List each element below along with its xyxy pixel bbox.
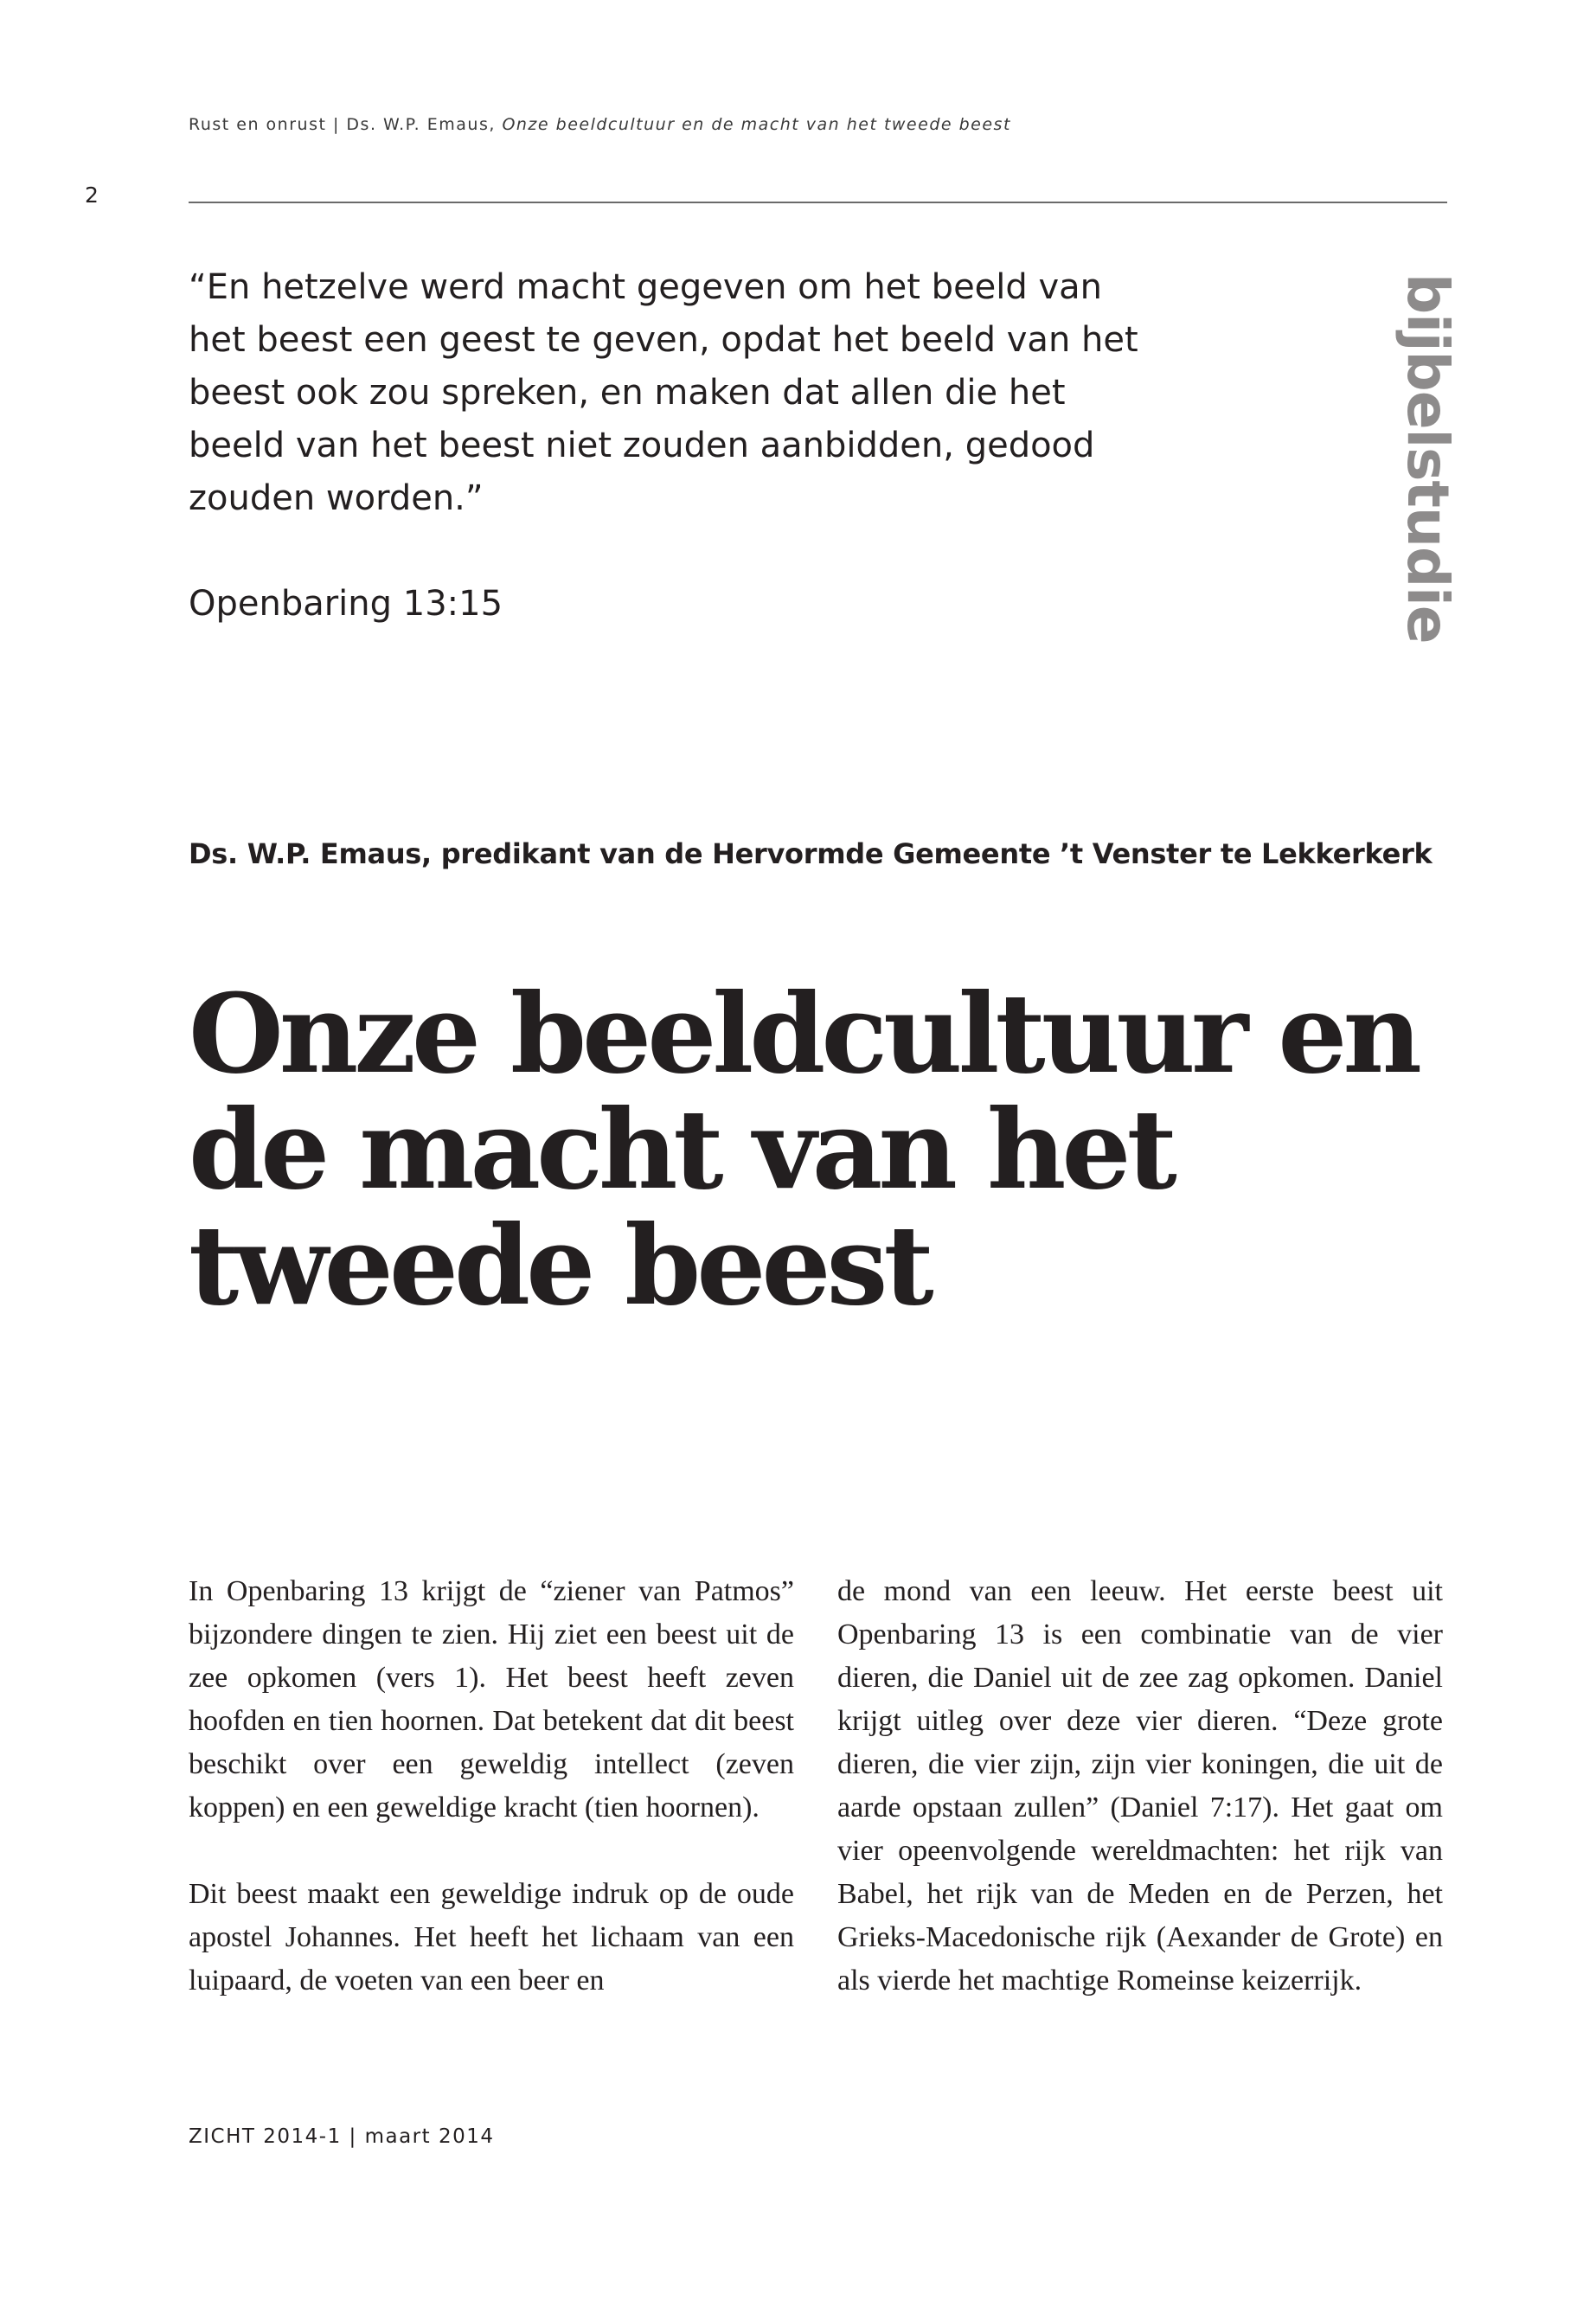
page-number: 2: [85, 183, 99, 208]
body-paragraph: de mond van een leeuw. Het eerste beest uit Openbaring 13 is een combinatie van de vier dieren, die Daniel uit de zee zag opkomen. Daniel krijgt uitleg over deze vier dieren. “Deze grote dieren, die vier zijn, zijn vier koningen, die uit de aarde opstaan zullen” (Daniel 7:17). Het gaat om vier opeenvolgende wereldmachten: het rijk van Babel, het rijk van de Meden en de Perzen, het Grieks-Macedonische rijk (Aexander de Grote) en als vierde het machtige Romeinse keizerrijk.: [837, 1575, 1443, 1997]
running-head-author: Ds. W.P. Emaus,: [346, 115, 496, 134]
epigraph-quote: “En hetzelve werd macht gegeven om het beeld van het beest een geest te geven, opdat het beeld van het beest ook zou spreken, en maken dat allen die het beeld van het beest niet zouden aanbidden, gedood zouden worden.”: [189, 267, 1138, 518]
section-label: bijbelstudie: [1394, 273, 1461, 644]
body-paragraph: Dit beest maakt een geweldige indruk op de oude apostel Johannes. Het heeft het lichaam van een luipaard, de voeten van een beer en: [189, 1878, 794, 1997]
footer-issue: ZICHT 2014-1 | maart 2014: [189, 2125, 495, 2148]
running-head-separator: |: [332, 115, 340, 134]
epigraph-reference: Openbaring 13:15: [189, 584, 503, 624]
running-head: [189, 115, 1011, 134]
headline-line-3: tweede beest: [189, 1202, 930, 1330]
headline-line-2: de macht van het: [189, 1086, 1173, 1214]
article-headline: [189, 970, 1486, 1330]
headline-line-1: Onze beeldcultuur en: [189, 970, 1418, 1098]
body-column-left: [189, 1570, 794, 2046]
running-head-title: Onze beeldcultuur en de macht van het tweede beest: [502, 115, 1011, 134]
running-head-section: Rust en onrust: [189, 115, 327, 134]
body-paragraph: In Openbaring 13 krijgt de “ziener van Patmos” bijzondere dingen te zien. Hij ziet een beest uit de zee opkomen (vers 1). Het beest heeft zeven hoofden en tien hoornen. Dat betekent dat dit beest beschikt over een geweldig intellect (zeven koppen) en een geweldige kracht (tien hoornen).: [189, 1575, 794, 1823]
body-column-right: [837, 1570, 1443, 2046]
header-divider: [189, 202, 1447, 203]
byline: Ds. W.P. Emaus, predikant van de Hervormde Gemeente ’t Venster te Lekkerkerk: [189, 837, 1433, 870]
